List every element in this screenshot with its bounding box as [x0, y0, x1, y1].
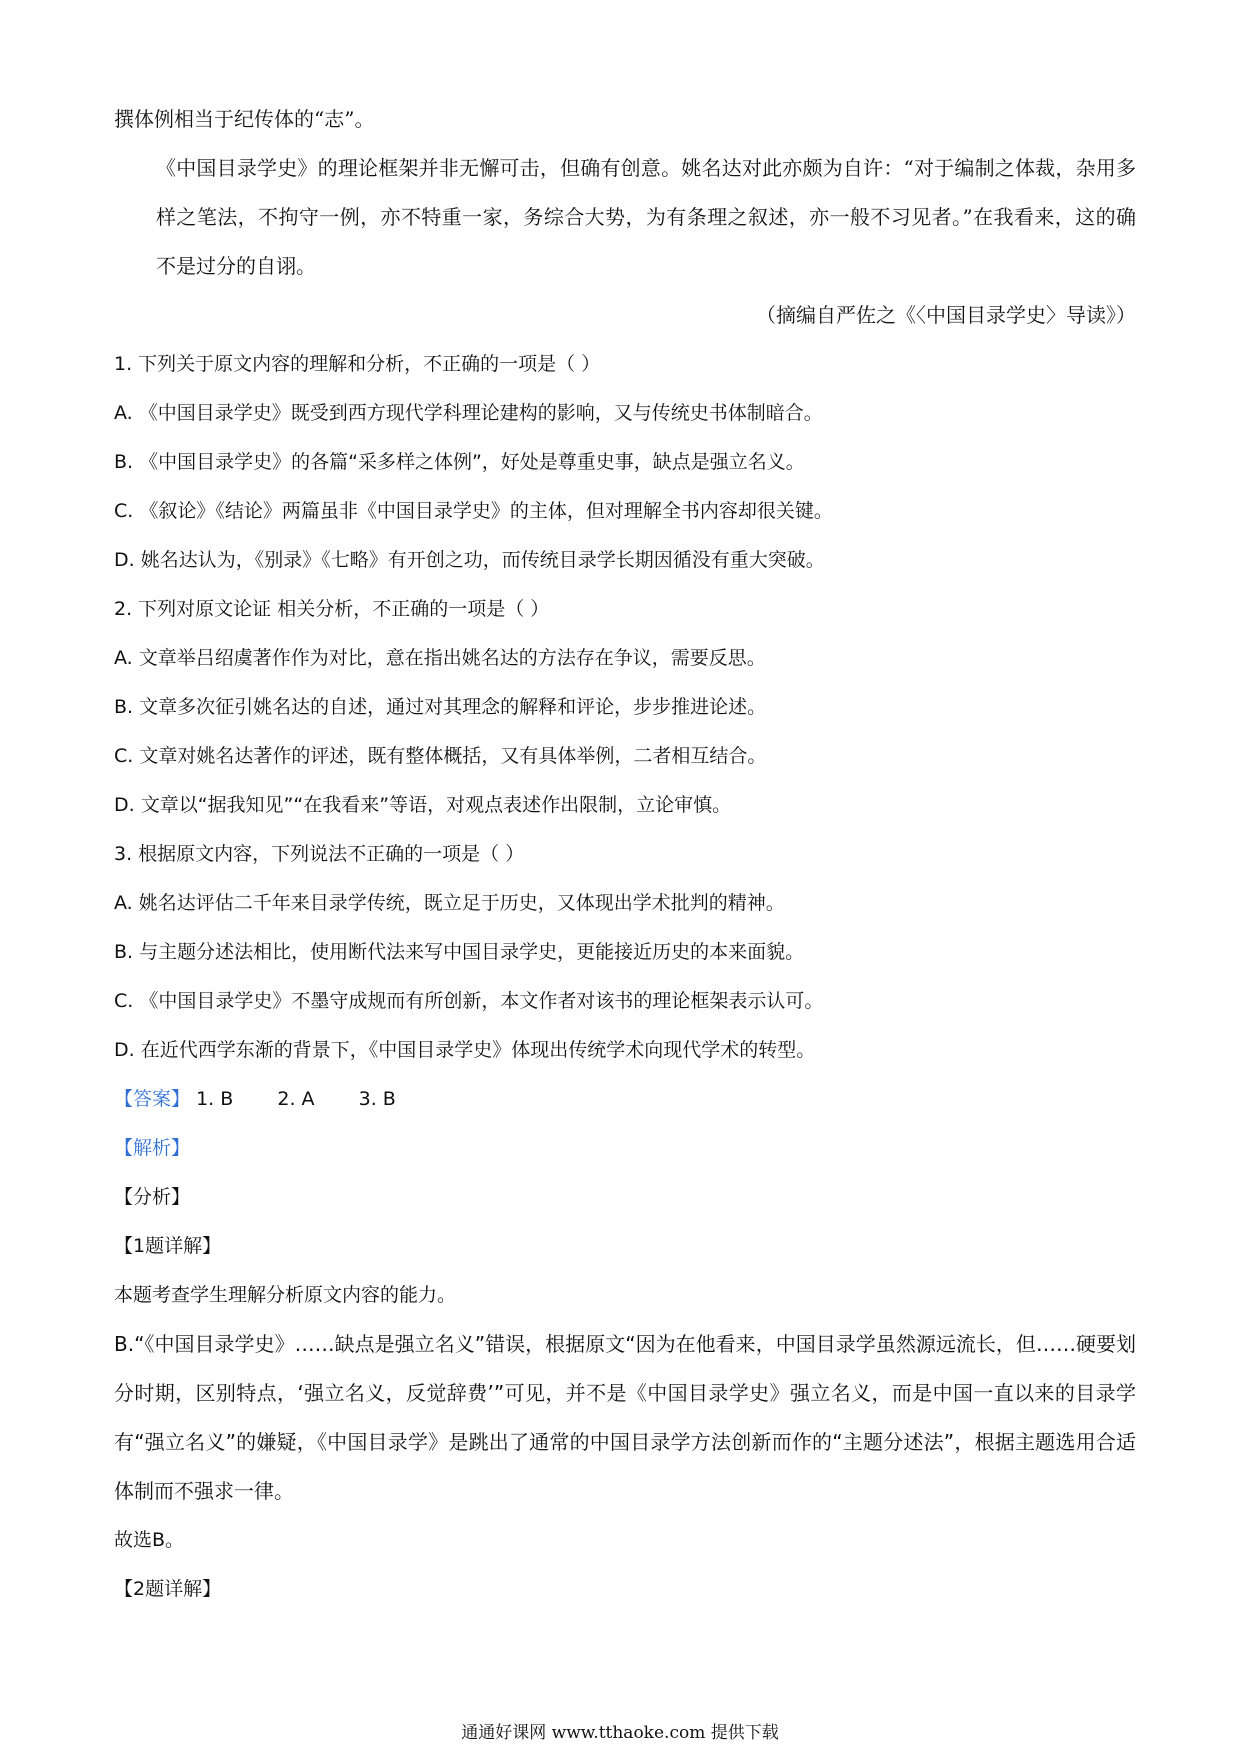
question-1-stem: 1. 下列关于原文内容的理解和分析，不正确的一项是（ ）	[114, 353, 601, 375]
q2-detail-heading: 【2题详解】	[114, 1578, 222, 1600]
passage-line: 撰体例相当于纪传体的“志”。	[114, 107, 375, 131]
analysis-label: 【解析】	[114, 1137, 191, 1159]
question-3-option-b: B. 与主题分述法相比，使用断代法来写中国目录学史，更能接近历史的本来面貌。	[114, 941, 805, 963]
question-2-option-c: C. 文章对姚名达著作的评述，既有整体概括，又有具体举例，二者相互结合。	[114, 745, 767, 767]
passage-paragraph: 《中国目录学史》的理论框架并非无懈可击，但确有创意。姚名达对此亦颇为自许：“对于编制之体裁，杂用多样之笔法，不拘守一例，亦不特重一家，务综合大势，为有条理之叙述，亦一般不习见者。”在我看来，这的确不是过分的自诩。	[156, 156, 1136, 278]
question-2-option-b: B. 文章多次征引姚名达的自述，通过对其理念的解释和评论，步步推进论述。	[114, 696, 767, 718]
question-3-option-a: A. 姚名达评估二千年来目录学传统，既立足于历史，又体现出学术批判的精神。	[114, 892, 785, 914]
page-footer: 通通好课网 www.tthaoke.com 提供下载	[461, 1723, 779, 1743]
q1-detail-intro: 本题考查学生理解分析原文内容的能力。	[114, 1284, 457, 1306]
question-3-option-d: D. 在近代西学东渐的背景下，《中国目录学史》体现出传统学术向现代学术的转型。	[114, 1039, 816, 1061]
question-1-option-a: A. 《中国目录学史》既受到西方现代学科理论建构的影响，又与传统史书体制暗合。	[114, 402, 823, 424]
q1-detail-heading: 【1题详解】	[114, 1235, 222, 1257]
answer-label: 【答案】	[114, 1088, 191, 1110]
analysis-fenxi-heading: 【分析】	[114, 1186, 191, 1208]
passage-source: （摘编自严佐之《〈中国目录学史〉导读》）	[756, 303, 1136, 327]
answer-line	[114, 1075, 1136, 1124]
q1-detail-body: B.“《中国目录学史》……缺点是强立名义”错误，根据原文“因为在他看来，中国目录学虽然源远流长，但……硬要划分时期，区别特点，‘强立名义，反觉辞费’”可见，并不是《中国目录学史》强立名义，而是中国一直以来的目录学有“强立名义”的嫌疑，《中国目录学》是跳出了通常的中国目录学方法创新而作的“主题分述法”，根据主题选用合适体制而不强求一律。	[114, 1332, 1136, 1503]
question-1-option-c: C. 《叙论》《结论》两篇虽非《中国目录学史》的主体，但对理解全书内容却很关键。	[114, 500, 833, 522]
answer-item-3: 3. B	[358, 1088, 396, 1110]
question-3-stem: 3. 根据原文内容，下列说法不正确的一项是（ ）	[114, 843, 525, 865]
q1-detail-choice: 故选B。	[114, 1529, 185, 1551]
question-2-option-d: D. 文章以“据我知见”“在我看来”等语，对观点表述作出限制，立论审慎。	[114, 794, 732, 816]
question-1-option-b: B. 《中国目录学史》的各篇“采多样之体例”，好处是尊重史事，缺点是强立名义。	[114, 451, 805, 473]
question-1-option-d: D. 姚名达认为，《别录》《七略》有开创之功，而传统目录学长期因循没有重大突破。	[114, 549, 825, 571]
question-2-stem: 2. 下列对原文论证 相关分析，不正确的一项是（ ）	[114, 598, 550, 620]
document-page	[114, 95, 1136, 1614]
question-2-option-a: A. 文章举吕绍虞著作作为对比，意在指出姚名达的方法存在争议，需要反思。	[114, 647, 766, 669]
answer-item-1: 1. B	[196, 1088, 234, 1110]
answer-item-2: 2. A	[277, 1088, 315, 1110]
question-3-option-c: C. 《中国目录学史》不墨守成规而有所创新，本文作者对该书的理论框架表示认可。	[114, 990, 824, 1012]
